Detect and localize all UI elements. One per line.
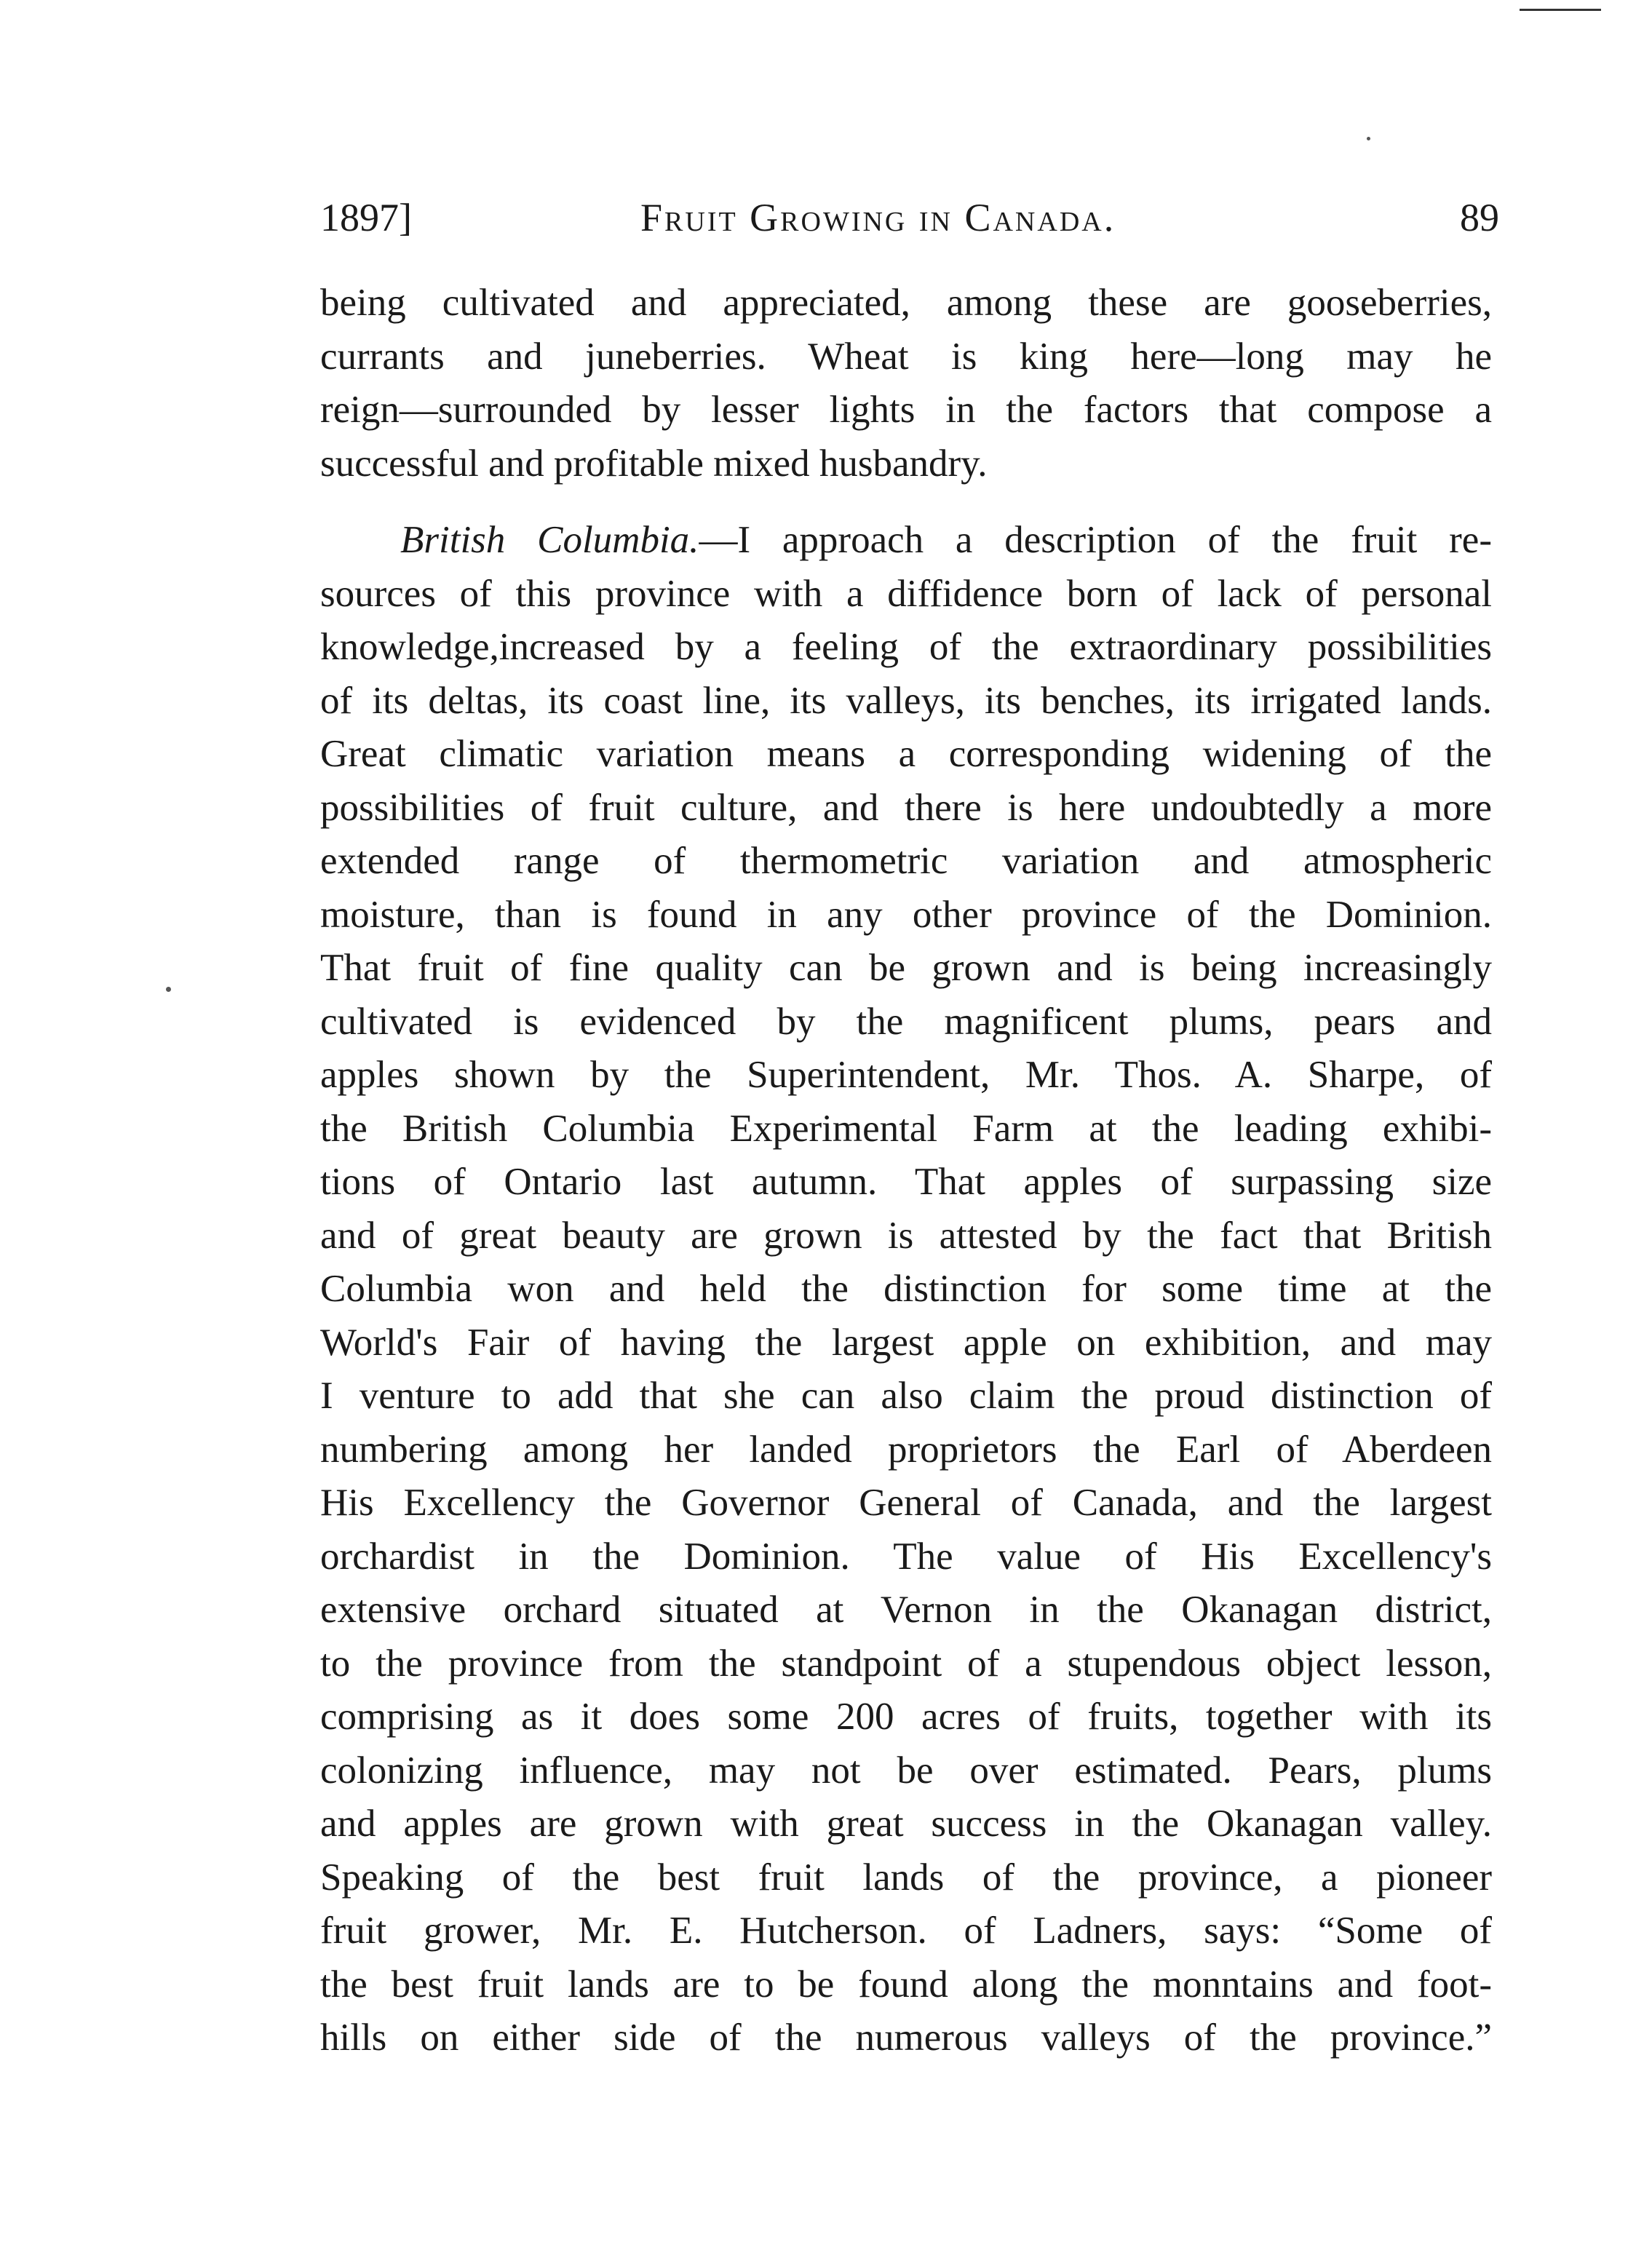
section-heading: British Columbia. bbox=[400, 519, 699, 561]
text-line: to the province from the standpoint of a stupendous object lesson, bbox=[320, 1642, 1492, 1685]
text-line: cultivated is evidenced by the magnificent plums, pears and bbox=[320, 1000, 1492, 1043]
text-line: of its deltas, its coast line, its valleys, its benches, its irrigated lands. bbox=[320, 679, 1492, 722]
text-line: extended range of thermometric variation and atmospheric bbox=[320, 840, 1492, 882]
text-line: comprising as it does some 200 acres of fruits, together with its bbox=[320, 1696, 1492, 1738]
text-line: Columbia won and held the distinction for some time at the bbox=[320, 1268, 1492, 1310]
text-line: and of great beauty are grown is attested by the fact that British bbox=[320, 1214, 1492, 1257]
text-line: numbering among her landed proprietors the Earl of Aberdeen bbox=[320, 1428, 1492, 1471]
text-line: fruit grower, Mr. E. Hutcherson. of Ladners, says: “Some of bbox=[320, 1910, 1492, 1952]
text-line: the best fruit lands are to be found along the monntains and foot- bbox=[320, 1963, 1492, 2006]
text-line: World's Fair of having the largest apple on exhibition, and may bbox=[320, 1321, 1492, 1364]
page-edge-rule bbox=[1520, 9, 1601, 11]
text-line: His Excellency the Governor General of Canada, and the largest bbox=[320, 1482, 1492, 1524]
running-head-year: 1897] bbox=[320, 196, 412, 239]
text-line: the British Columbia Experimental Farm at the leading exhibi- bbox=[320, 1107, 1492, 1150]
body-text bbox=[320, 277, 1492, 2065]
text-line: reign—surrounded by lesser lights in the factors that compose a bbox=[320, 389, 1492, 431]
paragraph-gap bbox=[320, 490, 1492, 514]
text-line: colonizing influence, may not be over estimated. Pears, plums bbox=[320, 1749, 1492, 1792]
text-line: extensive orchard situated at Vernon in the Okanagan district, bbox=[320, 1589, 1492, 1631]
running-head bbox=[320, 195, 1499, 253]
text-line: orchardist in the Dominion. The value of His Excellency's bbox=[320, 1535, 1492, 1578]
paragraph-first-line bbox=[320, 514, 1492, 568]
text-line: currants and juneberries. Wheat is king here—long may he bbox=[320, 335, 1492, 378]
text-line: successful and profitable mixed husbandry. bbox=[320, 442, 988, 485]
text-line: hills on either side of the numerous valleys of the province.” bbox=[320, 2016, 1492, 2059]
text-line: I venture to add that she can also claim the proud distinction of bbox=[320, 1375, 1492, 1417]
scan-speck bbox=[166, 987, 171, 992]
text-line: and apples are grown with great success in the Okanagan valley. bbox=[320, 1803, 1492, 1845]
text-line: being cultivated and appreciated, among these are gooseberries, bbox=[320, 282, 1492, 324]
text-line: Speaking of the best fruit lands of the province, a pioneer bbox=[320, 1856, 1492, 1899]
page-number: 89 bbox=[1460, 196, 1499, 239]
paragraph-2 bbox=[320, 514, 1492, 2065]
text-line: tions of Ontario last autumn. That apples of surpassing size bbox=[320, 1161, 1492, 1203]
running-head-title: Fruit Growing in Canada. bbox=[640, 196, 1116, 239]
first-line-text: —I approach a description of the fruit re- bbox=[699, 519, 1492, 561]
text-line: possibilities of fruit culture, and there is here undoubtedly a more bbox=[320, 786, 1492, 829]
text-line: moisture, than is found in any other province of the Dominion. bbox=[320, 893, 1492, 936]
scan-speck bbox=[1367, 137, 1370, 140]
text-line: sources of this province with a diffidence born of lack of personal bbox=[320, 572, 1492, 615]
paragraph-1 bbox=[320, 277, 1492, 490]
text-line: knowledge,increased by a feeling of the extraordinary possibilities bbox=[320, 626, 1492, 668]
text-line: apples shown by the Superintendent, Mr. Thos. A. Sharpe, of bbox=[320, 1054, 1492, 1096]
text-line: That fruit of fine quality can be grown and is being increasingly bbox=[320, 947, 1492, 989]
text-line: Great climatic variation means a corresponding widening of the bbox=[320, 733, 1492, 775]
